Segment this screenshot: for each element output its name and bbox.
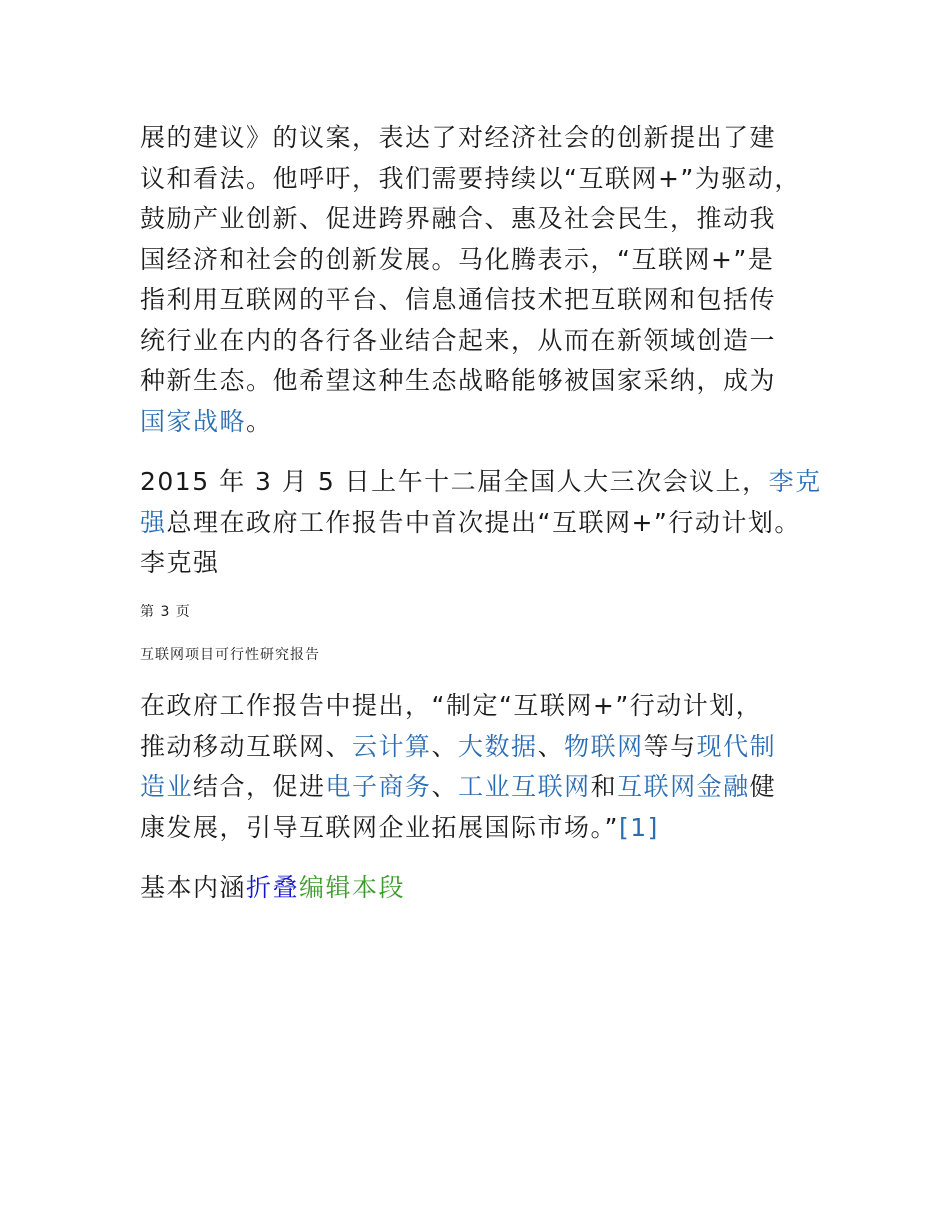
text-fragment: 、 — [431, 731, 459, 761]
text-fragment: 健 — [749, 772, 777, 801]
link-national-strategy[interactable]: 国家战略 — [140, 406, 247, 436]
text-line — [140, 727, 840, 768]
text-fragment: 结合，促进 — [193, 772, 326, 801]
link-li-keqiang[interactable]: 李克 — [768, 467, 822, 496]
text-fragment: 推动移动互联网、 — [140, 731, 353, 761]
text-fragment: 2015 年 3 月 5 日上午十二届全国人大三次会议上， — [140, 467, 769, 496]
text-fragment: 康发展，引导互联网企业拓展国际市场。” — [140, 812, 619, 842]
text-fragment: 等与 — [643, 731, 697, 761]
paragraph-government-report — [140, 462, 840, 584]
text-line: 议和看法。他呼吁，我们需要持续以“互联网+”为驱动， — [140, 163, 801, 193]
text-line: 在政府工作报告中提出，“制定“互联网+”行动计划， — [140, 691, 763, 720]
text-line: 展的建议》的议案，表达了对经济社会的创新提出了建 — [140, 123, 777, 152]
text-line — [140, 462, 840, 503]
link-li-keqiang-cont[interactable]: 强 — [140, 507, 167, 537]
section-title: 基本内涵 — [140, 873, 247, 902]
text-fragment: 总理在政府工作报告中首次提出“互联网+”行动计划。 — [166, 507, 801, 537]
paragraph-action-plan — [140, 686, 840, 848]
paragraph-ma-huateng — [140, 118, 840, 442]
text-line — [140, 503, 840, 544]
link-big-data[interactable]: 大数据 — [458, 731, 538, 761]
link-internet-finance[interactable]: 互联网金融 — [617, 772, 750, 801]
link-iot[interactable]: 物联网 — [564, 731, 644, 761]
link-cloud-computing[interactable]: 云计算 — [352, 731, 432, 761]
text-line: 李克强 — [140, 548, 220, 577]
text-line: 种新生态。他希望这种生态战略能够被国家采纳，成为 — [140, 366, 777, 395]
text-line: 统行业在内的各行各业结合起来，从而在新领域创造一 — [140, 325, 777, 355]
fold-link[interactable]: 折叠 — [246, 873, 300, 902]
text-fragment: 、 — [537, 731, 565, 761]
link-industrial-internet[interactable]: 工业互联网 — [458, 772, 591, 801]
text-line: 国经济和社会的创新发展。马化腾表示，“互联网+”是 — [140, 244, 775, 274]
page-number: 第 3 页 — [140, 604, 191, 620]
text-fragment: 和 — [590, 772, 618, 801]
link-modern-manufacturing-cont[interactable]: 造业 — [140, 772, 194, 801]
text-fragment: 、 — [431, 772, 459, 801]
text-line: 指利用互联网的平台、信息通信技术把互联网和包括传 — [140, 285, 777, 314]
edit-section-link[interactable]: 编辑本段 — [299, 873, 406, 902]
text-line — [140, 402, 840, 443]
text-line — [140, 808, 840, 849]
text-line — [140, 767, 840, 808]
text-line: 鼓励产业创新、促进跨界融合、惠及社会民生，推动我 — [140, 204, 777, 233]
link-e-commerce[interactable]: 电子商务 — [325, 772, 432, 801]
link-modern-manufacturing[interactable]: 现代制 — [696, 731, 777, 761]
reference-link[interactable]: [1] — [618, 812, 659, 842]
section-heading-row — [140, 868, 405, 908]
text-fragment: 。 — [246, 406, 273, 436]
document-header: 互联网项目可行性研究报告 — [140, 647, 320, 663]
